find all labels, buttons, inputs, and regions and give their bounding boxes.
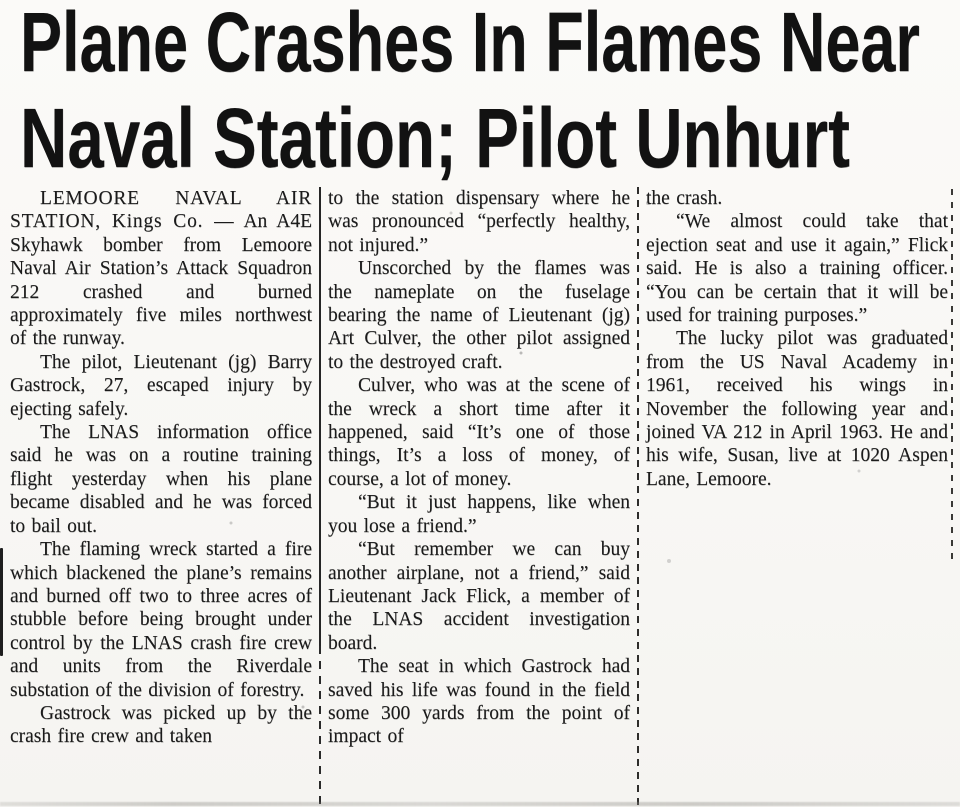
article-paragraph: “But remember we can buy another airplane, not a friend,” said Lieutenant Jack Flick, a member of the LNAS accident investigation board. [328, 539, 630, 654]
article-paragraph: “We almost could take that ejection seat and use it again,” Flick said. He is also a training officer. “You can be certain that it will be used for training purposes.” [646, 211, 948, 327]
article-paragraph: “But it just happens, like when you lose a friend.” [328, 492, 630, 537]
article-body [10, 187, 956, 807]
article-paragraph: The LNAS information office said he was on a routine training flight yesterday when his plane became disabled and he was forced to bail out. [10, 422, 312, 537]
scan-edge-artifact [0, 548, 3, 656]
article-column-2 [328, 187, 630, 807]
column-rule-right-edge [951, 189, 953, 561]
article-column-1 [10, 187, 312, 807]
headline-line-1: Plane Crashes In Flames Near [20, 0, 920, 89]
article-paragraph: to the station dispensary where he was pronounced “perfectly healthy, not injured.” [328, 188, 630, 256]
paper-specks [0, 0, 2, 2]
dateline: LEMOORE NAVAL AIR STATION, Kings Co. — [10, 188, 312, 233]
article-paragraph: The pilot, Lieutenant (jg) Barry Gastrock, 27, escaped injury by ejecting safely. [10, 351, 312, 420]
article-paragraph: The flaming wreck started a fire which blackened the plane’s remains and burned off two to three acres of stubble before being brought under control by the LNAS crash fire crew and units from the Riverdale substation of the division of forestry. [10, 539, 312, 701]
column-rule-solid [319, 187, 321, 807]
headline [20, 0, 960, 186]
article-paragraph: Culver, who was at the scene of the wreck a short time after it happened, said “It’s one of those things, It’s a loss of money, of course, a lot of money. [328, 375, 630, 490]
article-paragraph: The seat in which Gastrock had saved his life was found in the field some 300 yards from the point of impact of [328, 656, 630, 748]
article-paragraph: Gastrock was picked up by the crash fire crew and taken [10, 702, 312, 748]
paragraph-text: An A4E Skyhawk bomber from Lemoore Naval Air Station’s Attack Squadron 212 crashed and burned approximately five miles northwest of the runway. [10, 211, 312, 350]
column-rule-dashed [637, 187, 639, 807]
article-paragraph [10, 187, 312, 351]
article-column-3 [646, 187, 948, 807]
headline-line-2: Naval Station; Pilot Unhurt [20, 91, 850, 185]
article-paragraph: the crash. [646, 188, 723, 209]
article-paragraph: The lucky pilot was graduated from the US Naval Academy in 1961, received his wings in November the following year and joined VA 212 in April 1963. He and his wife, Susan, live at 1020 Aspen Lane, Lemoore. [646, 328, 948, 490]
article-paragraph: Unscorched by the flames was the nameplate on the fuselage bearing the name of Lieutenant (jg) Art Culver, the other pilot assigned to the destroyed craft. [328, 258, 630, 373]
scan-bottom-smudge [0, 802, 960, 806]
